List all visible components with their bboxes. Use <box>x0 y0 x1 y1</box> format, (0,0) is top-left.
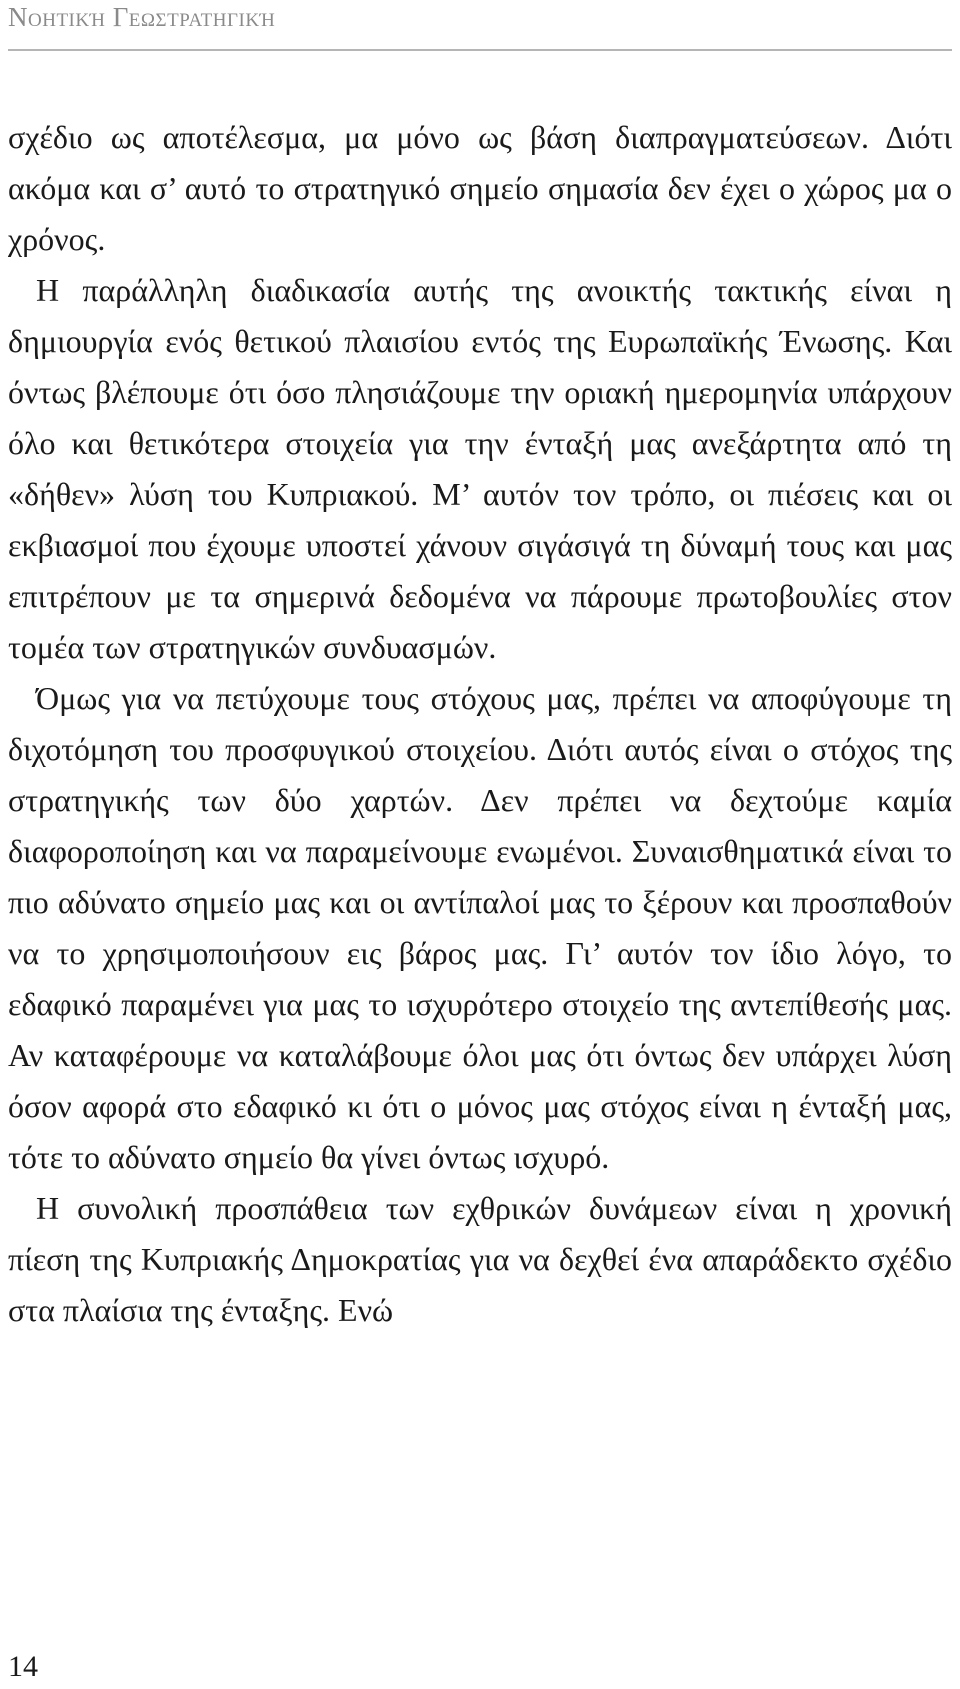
running-header: Νοητική Γεωστρατηγική <box>8 2 276 32</box>
page-number: 14 <box>8 1650 38 1683</box>
paragraph-1: σχέδιο ως αποτέλεσμα, μα μόνο ως βάση διαπραγματεύσεων. Διότι ακόμα και σ’ αυτό το στρατηγικό σημείο σημασία δεν έχει ο χώρος μα ο χρόνος. <box>8 119 952 257</box>
paragraph-2: Η παράλληλη διαδικασία αυτής της ανοικτής τακτικής είναι η δημιουργία ενός θετικού πλαισίου εντός της Ευρωπαϊκής Ένωσης. Και όντως βλέπουμε ότι όσο πλησιάζουμε την οριακή ημερομηνία υπάρχουν όλο και θετικότερα στοιχεία για την ένταξή μας ανεξάρτητα από τη «δήθεν» λύση του Κυπριακού. Μ’ αυτόν τον τρόπο, οι πιέσεις και οι εκβιασμοί που έχουμε υποστεί χάνουν σιγάσιγά τη δύναμή τους και μας επιτρέπουν με τα σημερινά δεδομένα να πάρουμε πρωτοβουλίες στον τομέα των στρατηγικών συνδυασμών. <box>8 272 952 665</box>
paragraph-4: Η συνολική προσπάθεια των εχθρικών δυνάμεων είναι η χρονική πίεση της Κυπριακής Δημοκρατίας για να δεχθεί ένα απαράδεκτο σχέδιο στα πλαίσια της ένταξης. Ενώ <box>8 1190 952 1328</box>
header-rule <box>8 49 952 51</box>
paragraph-3: Όμως για να πετύχουμε τους στόχους μας, πρέπει να αποφύγουμε τη διχοτόμηση του προσφυγικού στοιχείου. Διότι αυτός είναι ο στόχος της στρατηγικής των δύο χαρτών. Δεν πρέπει να δεχτούμε καμία διαφοροποίηση και να παραμείνουμε ενωμένοι. Συναισθηματικά είναι το πιο αδύνατο σημείο μας και οι αντίπαλοί μας το ξέρουν και προσπαθούν να το χρησιμοποιήσουν εις βάρος μας. Γι’ αυτόν τον ίδιο λόγο, το εδαφικό παραμένει για μας το ισχυρότερο στοιχείο της αντεπίθεσής μας. Αν καταφέρουμε να καταλάβουμε όλοι μας ότι όντως δεν υπάρχει λύση όσον αφορά στο εδαφικό κι ότι ο μόνος μας στόχος είναι η ένταξή μας, τότε το αδύνατο σημείο θα γίνει όντως ισχυρό. <box>8 680 952 1175</box>
body-text <box>8 112 952 1336</box>
